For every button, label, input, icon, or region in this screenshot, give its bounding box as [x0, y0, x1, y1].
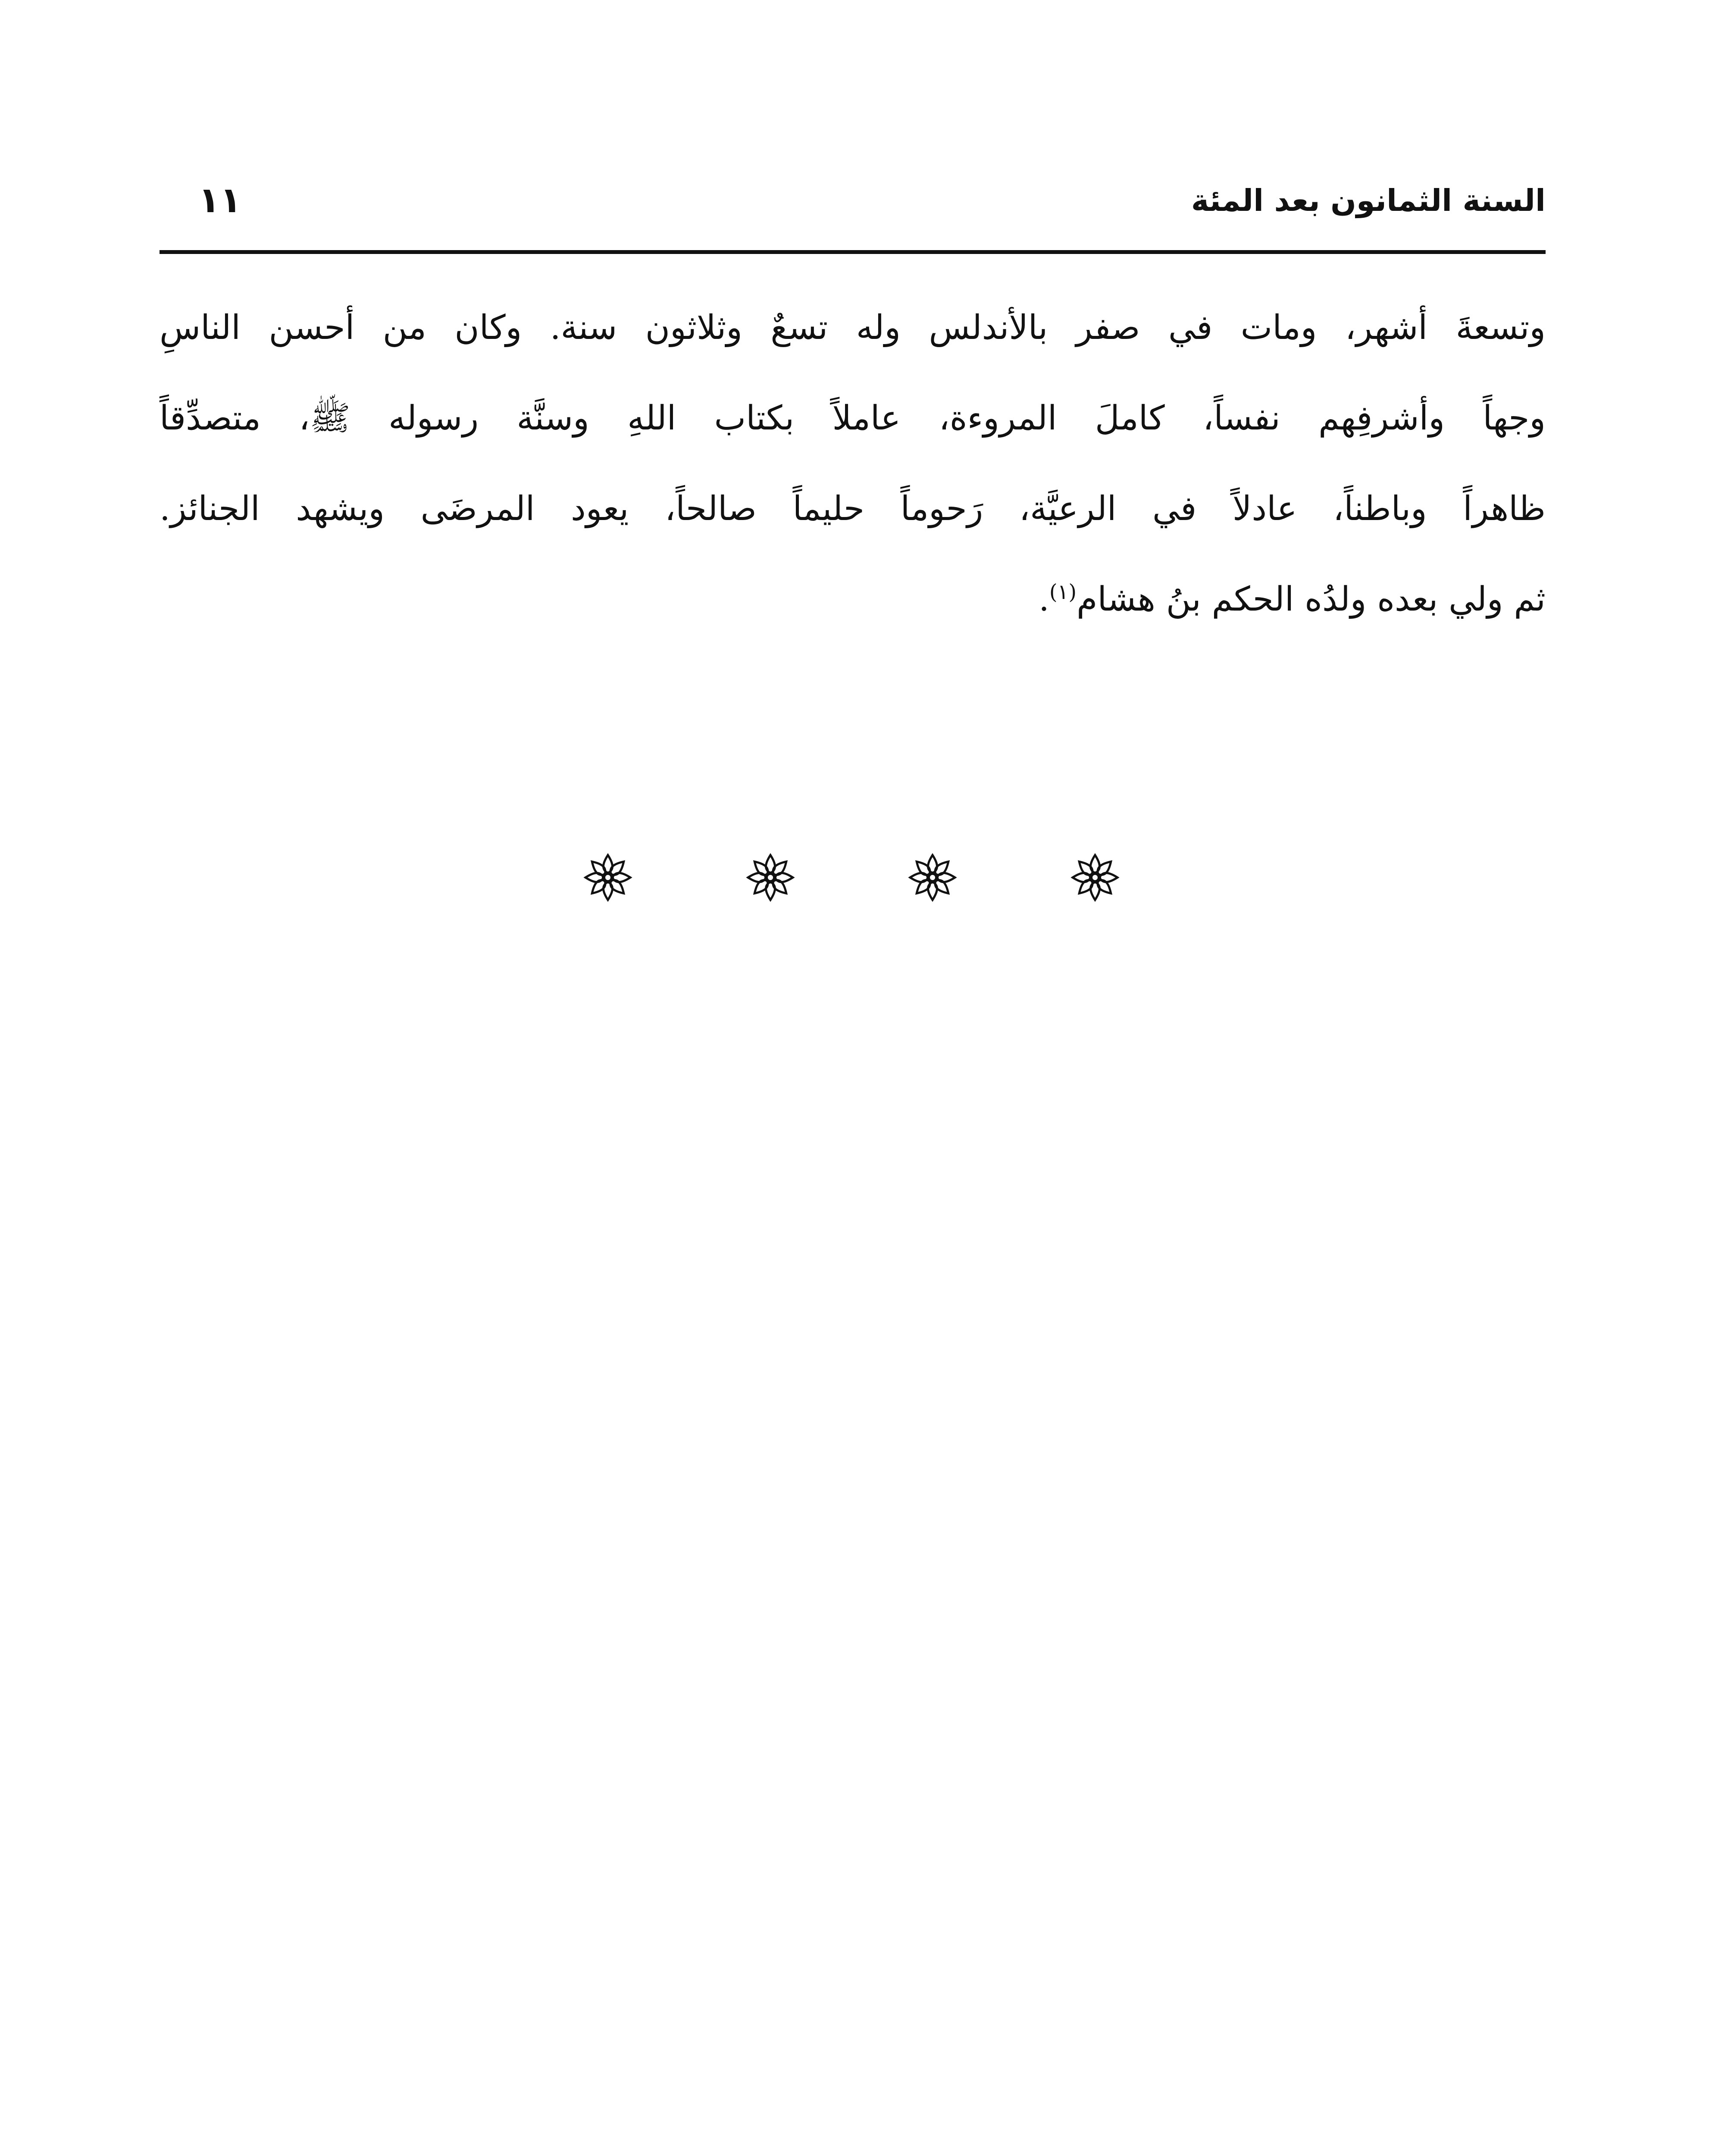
body-line: وجهاً وأشرفِهم نفساً، كاملَ المروءة، عاملاً بكتاب اللهِ وسنَّة رسوله ﷺ، متصدِّقاً	[160, 399, 1546, 438]
flower-ornament-icon	[1069, 852, 1121, 903]
section-separator	[582, 845, 1121, 910]
chapter-title: السنة الثمانون بعد المئة	[1191, 183, 1546, 218]
footnote-reference: (١)	[1049, 580, 1077, 604]
body-line	[160, 554, 1546, 645]
body-paragraph	[160, 282, 1546, 645]
flower-ornament-icon	[907, 852, 958, 903]
body-line: وتسعةَ أشهر، ومات في صفر بالأندلس وله تسعٌ وثلاثون سنة. وكان من أحسن الناسِ	[160, 308, 1546, 347]
body-line-text: ثم ولي بعده ولدُه الحكم بنُ هشام	[1077, 580, 1546, 619]
flower-ornament-icon	[745, 852, 796, 903]
flower-ornament-icon	[582, 852, 634, 903]
running-header	[160, 172, 1546, 229]
page-number: ١١	[198, 180, 242, 221]
body-line: ظاهراً وباطناً، عادلاً في الرعيَّة، رَحوماً حليماً صالحاً، يعود المرضَى ويشهد الجنائز.	[160, 489, 1546, 528]
header-divider	[160, 250, 1546, 254]
sentence-end: .	[1039, 580, 1049, 619]
